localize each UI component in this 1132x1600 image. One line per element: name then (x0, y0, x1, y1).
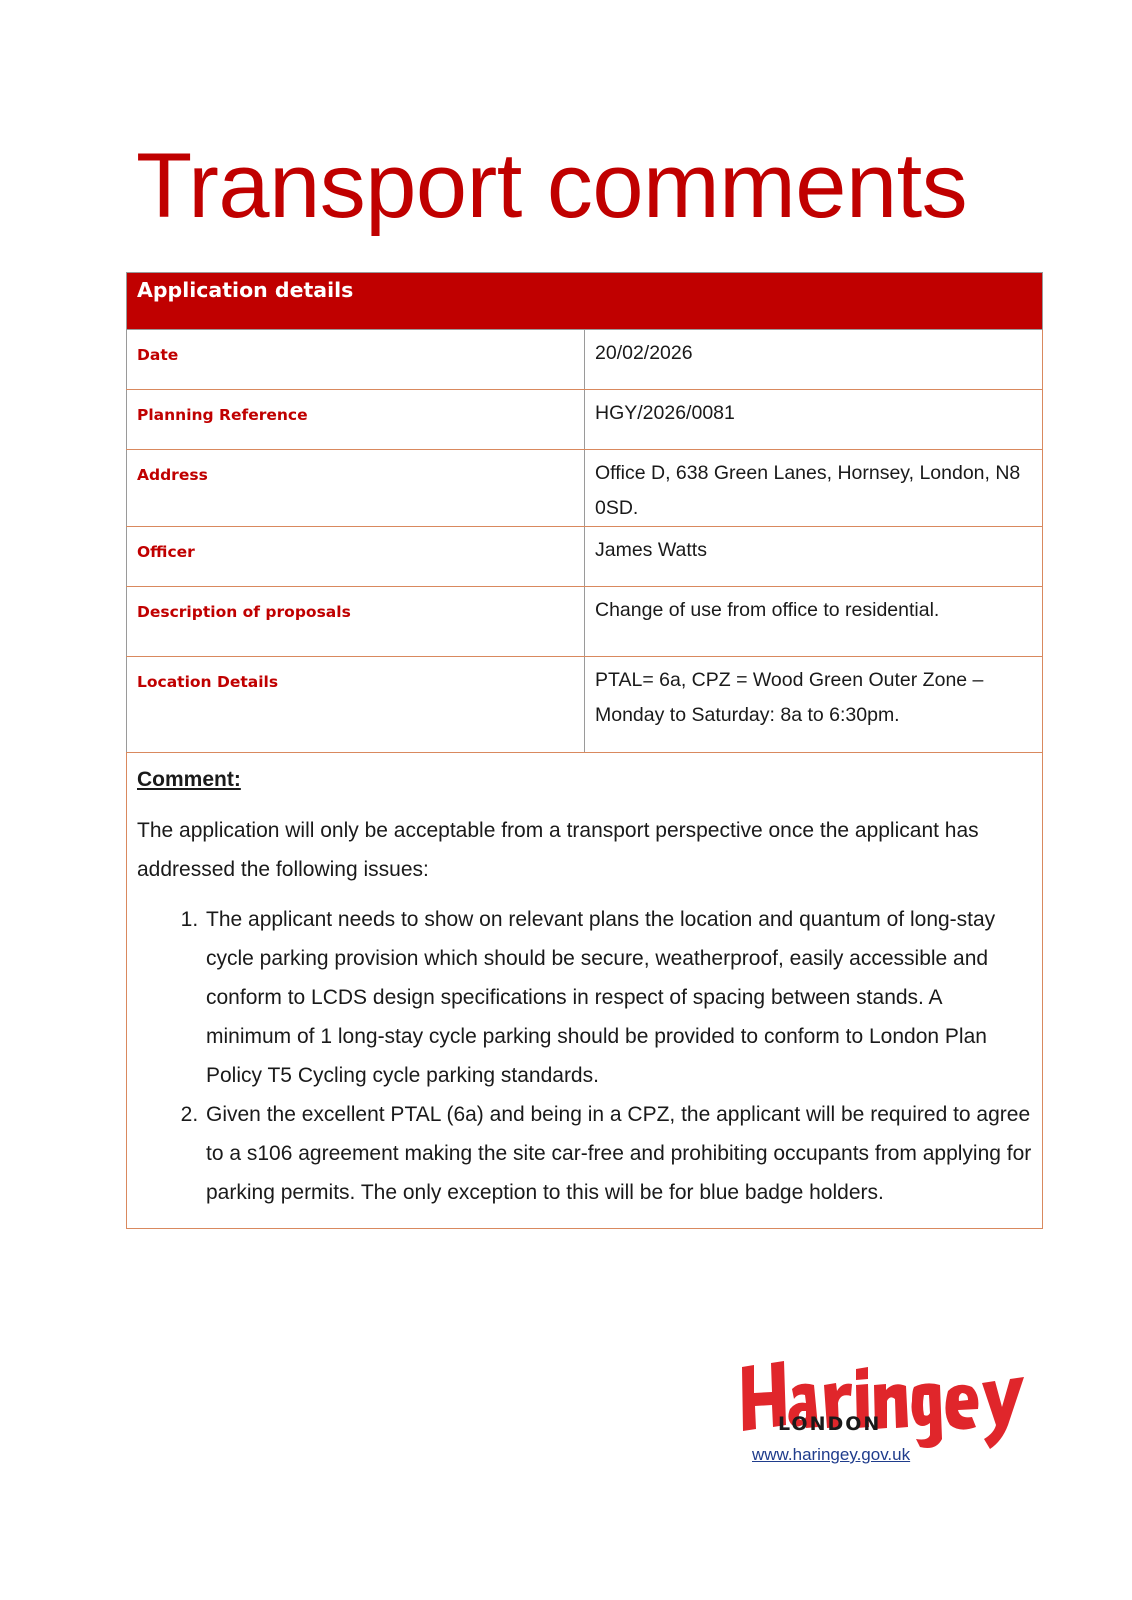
list-item: 2. Given the excellent PTAL (6a) and being in a CPZ, the applicant will be required to agree to a s106 agreement making the site car-free and prohibiting occupants from applying for parking permits. The only exception to this will be for blue badge holders. (204, 1095, 1032, 1212)
row-label: Planning Reference (127, 390, 585, 450)
table-row-planning-reference (127, 390, 1043, 450)
row-label: Description of proposals (127, 587, 585, 657)
table-row-description (127, 587, 1043, 657)
comment-row (127, 753, 1043, 1229)
list-item: 1. The applicant needs to show on relevant plans the location and quantum of long-stay cycle parking provision which should be secure, weatherproof, easily accessible and conform to LCDS design specifications in respect of spacing between stands. A minimum of 1 long-stay cycle parking should be provided to conform to London Plan Policy T5 Cycling cycle parking standards. (204, 900, 1032, 1095)
row-label: Date (127, 330, 585, 390)
row-value: Change of use from office to residential. (585, 587, 1043, 657)
row-value: Office D, 638 Green Lanes, Hornsey, London, N8 0SD. (585, 450, 1043, 527)
application-details-table (126, 272, 1043, 1229)
comment-issues-list (137, 900, 1032, 1212)
row-label: Location Details (127, 657, 585, 753)
table-header-row (127, 273, 1043, 330)
row-value: James Watts (585, 527, 1043, 587)
haringey-logo (740, 1355, 1050, 1505)
table-heading: Application details (127, 273, 1043, 330)
comment-intro: The application will only be acceptable from a transport perspective once the applicant has addressed the following issues: (137, 819, 979, 881)
haringey-logo-graphic (740, 1355, 1050, 1450)
table-row-location-details (127, 657, 1043, 753)
row-value: 20/02/2026 (585, 330, 1043, 390)
website-link[interactable]: www.haringey.gov.uk (752, 1445, 911, 1464)
row-label: Officer (127, 527, 585, 587)
table-row-address (127, 450, 1043, 527)
page-title: Transport comments (136, 135, 968, 237)
comment-heading: Comment: (137, 768, 241, 791)
row-label: Address (127, 450, 585, 527)
table-row-date (127, 330, 1043, 390)
comment-section (127, 753, 1043, 1229)
logo-sub-text: LONDON (778, 1413, 882, 1435)
row-value: PTAL= 6a, CPZ = Wood Green Outer Zone – Monday to Saturday: 8a to 6:30pm. (585, 657, 1043, 753)
table-row-officer (127, 527, 1043, 587)
row-value: HGY/2026/0081 (585, 390, 1043, 450)
